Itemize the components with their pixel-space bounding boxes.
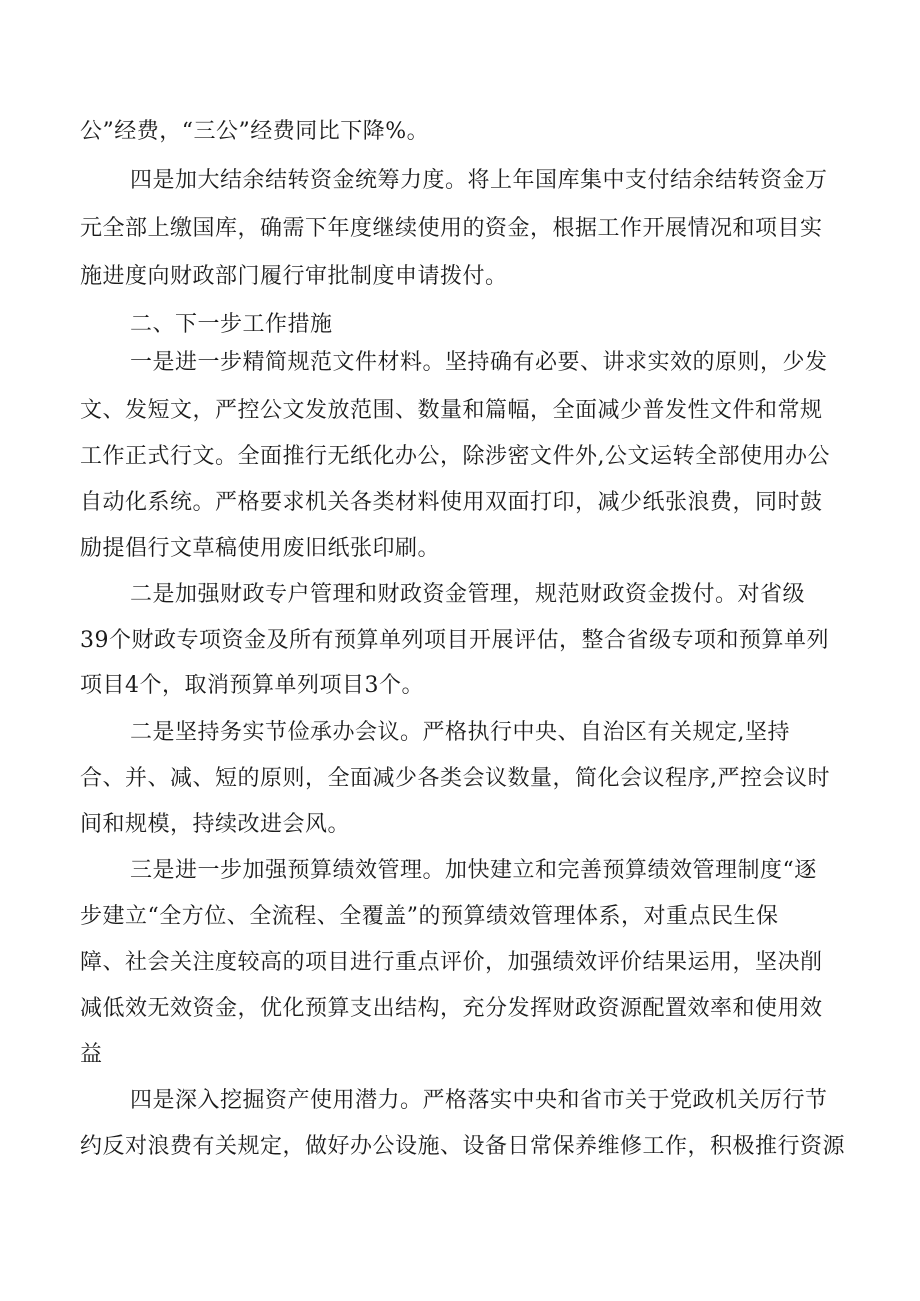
text-line: 三是进一步加强预算绩效管理。加快建立和完善预算绩效管理制度“逐 bbox=[130, 858, 817, 883]
text-line: 励提倡行文草稿使用废旧纸张印刷。 bbox=[80, 536, 441, 561]
text-line: 步建立“全方位、全流程、全覆盖”的预算绩效管理体系，对重点民生保 bbox=[80, 904, 779, 929]
text-line: 自动化系统。严格要求机关各类材料使用双面打印，减少纸张浪费，同时鼓 bbox=[80, 490, 823, 515]
text-line: 文、发短文，严控公文发放范围、数量和篇幅，全面减少普发性文件和常规 bbox=[80, 398, 823, 423]
section-heading: 二、下一步工作措施 bbox=[130, 312, 333, 337]
text-line: 工作正式行文。全面推行无纸化办公，除涉密文件外,公文运转全部使用办公 bbox=[80, 444, 830, 469]
text-line: 合、并、减、短的原则，全面减少各类会议数量，简化会议程序,严控会议时 bbox=[80, 766, 830, 791]
text-line: 二是加强财政专户管理和财政资金管理，规范财政资金拨付。对省级 bbox=[130, 582, 806, 607]
text-line: 项目4个，取消预算单列项目3个。 bbox=[80, 673, 424, 698]
text-line: 益 bbox=[80, 1042, 103, 1067]
text-line: 四是深入挖掘资产使用潜力。严格落实中央和省市关于党政机关厉行节 bbox=[130, 1088, 828, 1113]
text-line: 间和规模，持续改进会风。 bbox=[80, 812, 351, 837]
text-line: 一是进一步精简规范文件材料。坚持确有必要、讲求实效的原则，少发 bbox=[130, 350, 828, 375]
text-line: 约反对浪费有关规定，做好办公设施、设备日常保养维修工作，积极推行资源 bbox=[80, 1134, 846, 1159]
text-line: 公”经费，“三公”经费同比下降%。 bbox=[80, 119, 430, 144]
text-line: 39个财政专项资金及所有预算单列项目开展评估，整合省级专项和预算单列 bbox=[80, 628, 829, 653]
text-line: 二是坚持务实节俭承办会议。严格执行中央、自治区有关规定,坚持 bbox=[130, 720, 790, 745]
text-line: 四是加大结余结转资金统筹力度。将上年国库集中支付结余结转资金万 bbox=[130, 168, 828, 193]
text-line: 元全部上缴国库，确需下年度继续使用的资金，根据工作开展情况和项目实 bbox=[80, 216, 823, 241]
text-line: 施进度向财政部门履行审批制度申请拨付。 bbox=[80, 264, 508, 289]
text-line: 障、社会关注度较高的项目进行重点评价，加强绩效评价结果运用，坚决削 bbox=[80, 950, 823, 975]
text-line: 减低效无效资金，优化预算支出结构，充分发挥财政资源配置效率和使用效 bbox=[80, 996, 823, 1021]
